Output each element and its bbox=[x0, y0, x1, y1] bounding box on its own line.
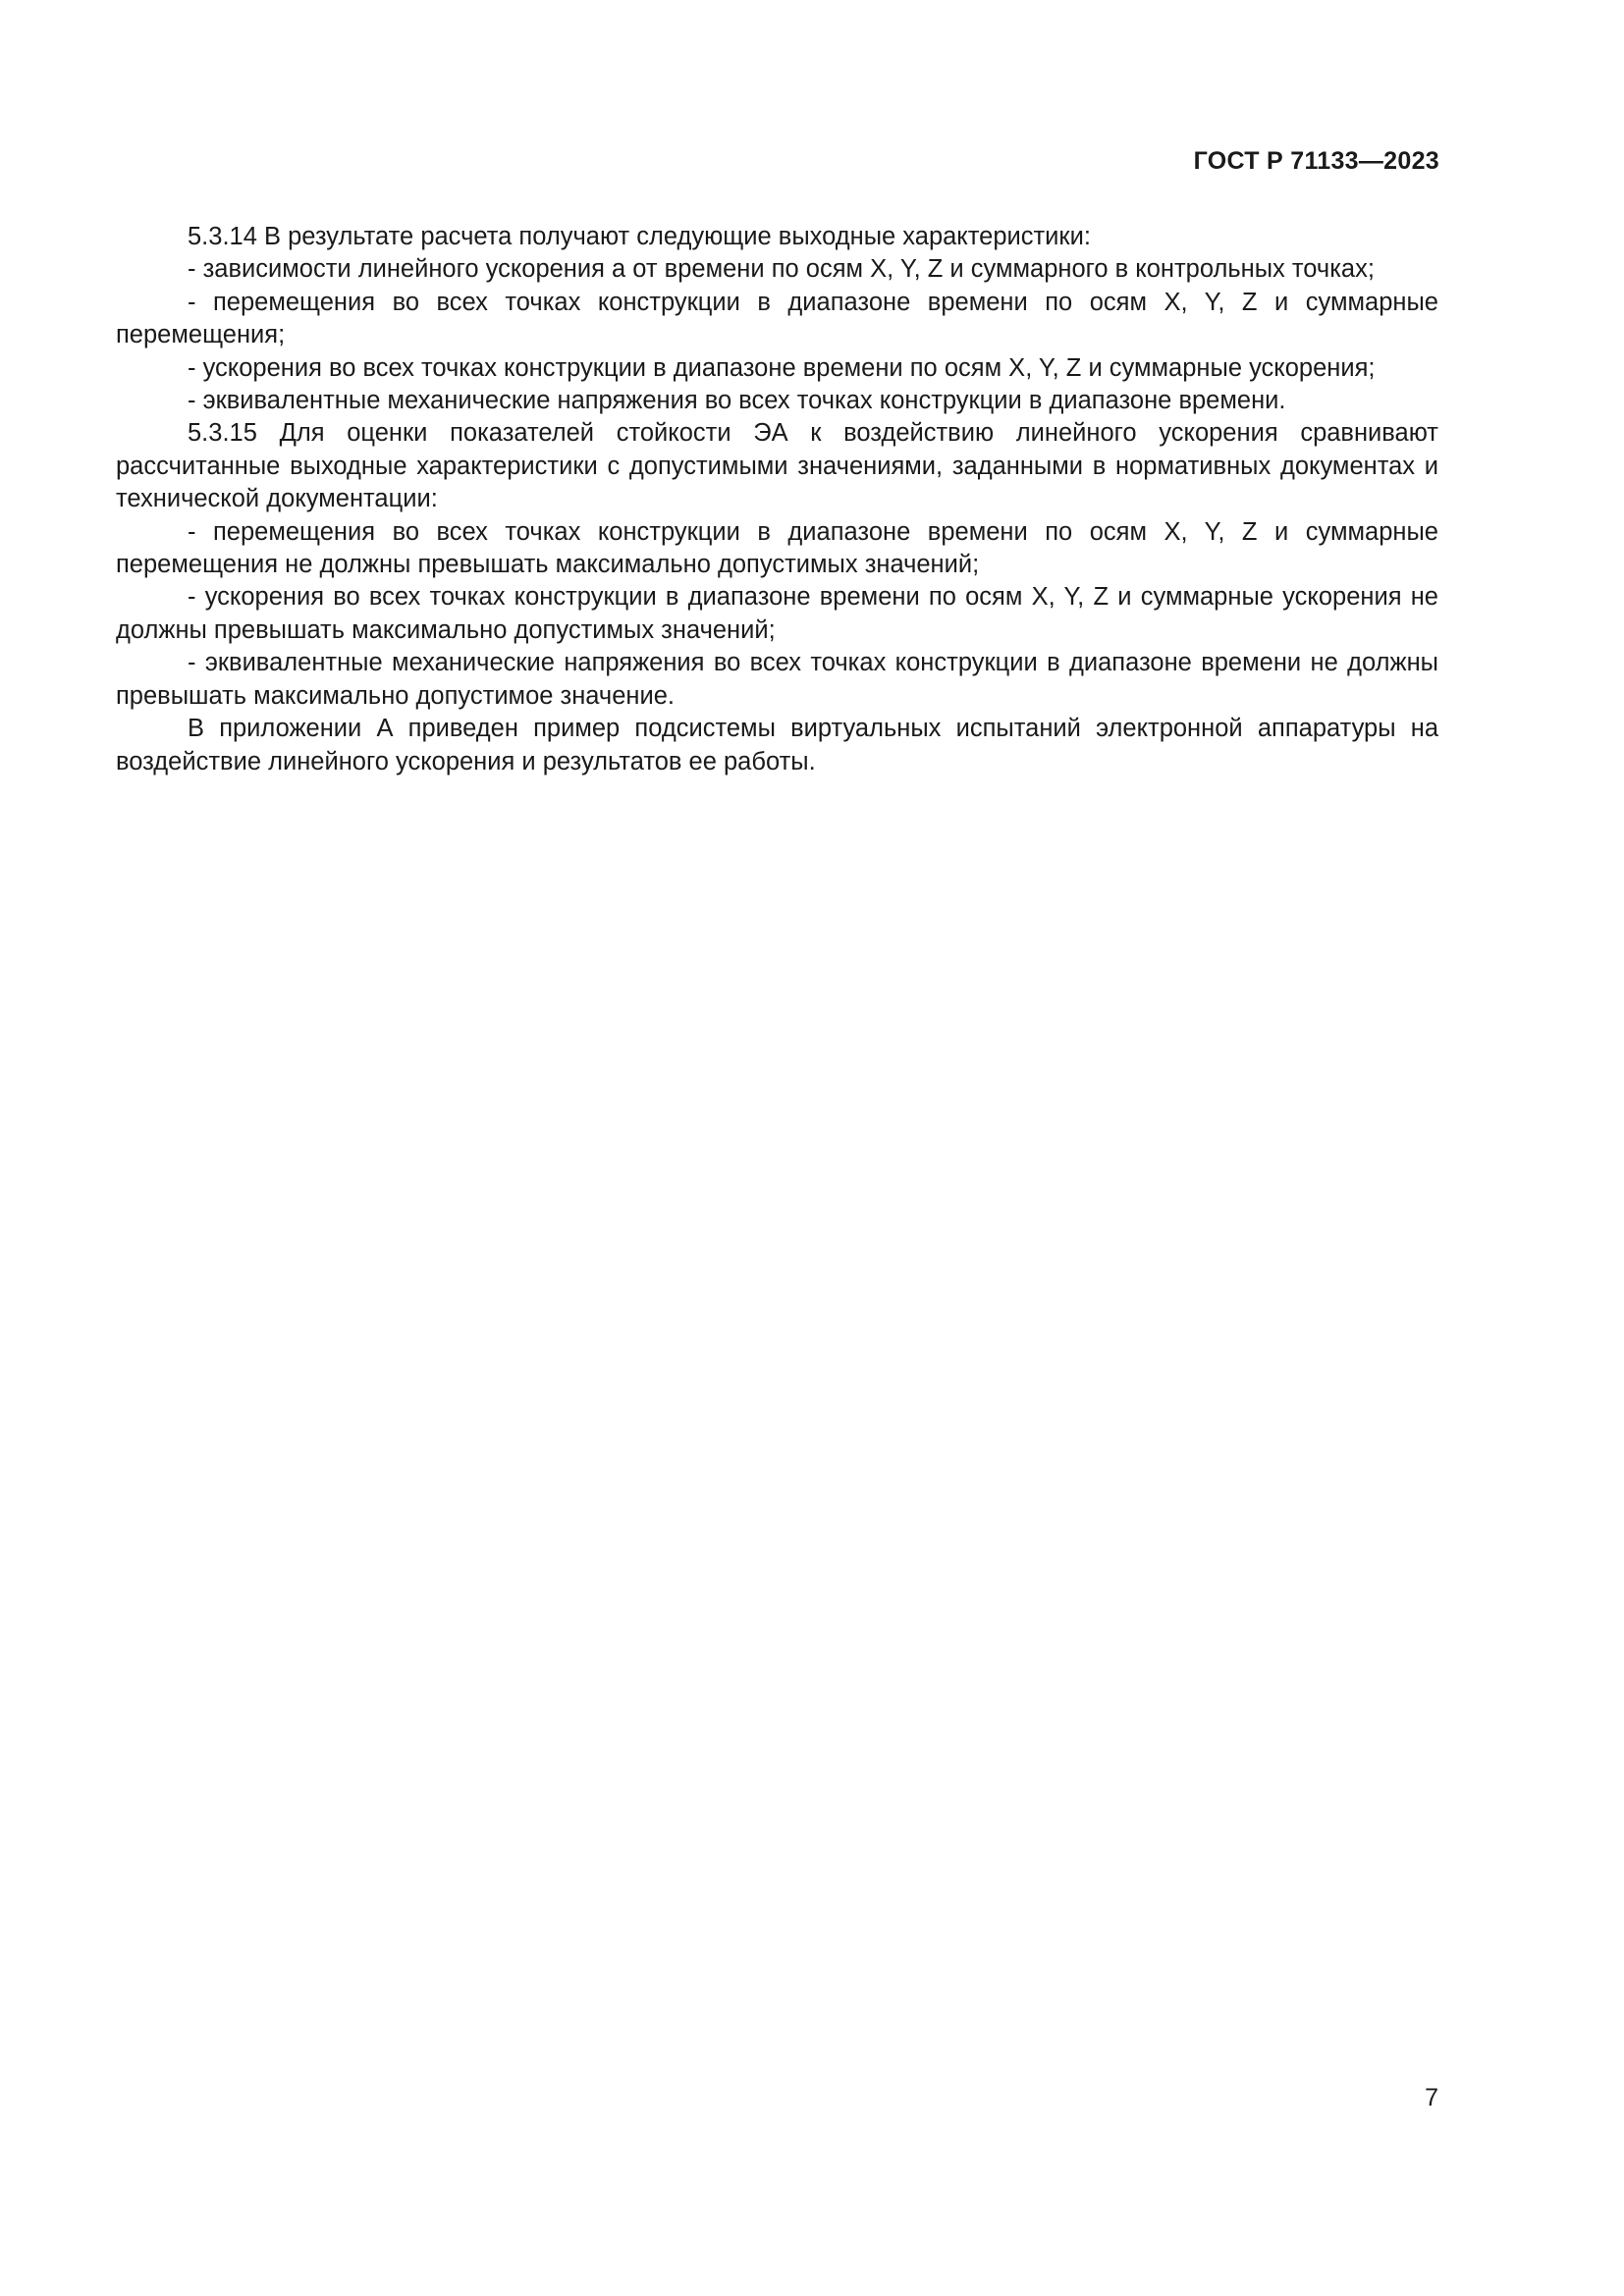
list-item-acceleration-limits: - ускорения во всех точках конструкции в диапазоне времени по осям X, Y, Z и суммарные ускорения не должны превышать максимально допустимых значений; bbox=[116, 583, 1438, 644]
list-item-displacements: - перемещения во всех точках конструкции в диапазоне времени по осям X, Y, Z и суммарные перемещения; bbox=[116, 288, 1438, 349]
list-item-stress-limits: - эквивалентные механические напряжения во всех точках конструкции в диапазоне времени не должны превышать максимально допустимое значение. bbox=[116, 649, 1438, 710]
list-item-equivalent-stresses: - эквивалентные механические напряжения во всех точках конструкции в диапазоне времени. bbox=[188, 387, 1286, 415]
list-item-displacement-limits: - перемещения во всех точках конструкции в диапазоне времени по осям X, Y, Z и суммарные перемещения не должны превышать максимально допустимых значений; bbox=[116, 517, 1438, 579]
list-item-accelerations: - ускорения во всех точках конструкции в диапазоне времени по осям X, Y, Z и суммарные ускорения; bbox=[188, 353, 1376, 382]
paragraph-5-3-15: 5.3.15 Для оценки показателей стойкости ЭА к воздействию линейного ускорения сравнивают рассчитанные выходные характеристики с допустимыми значениями, заданными в нормативных документах и технической документации: bbox=[116, 419, 1438, 513]
document-code-header: ГОСТ Р 71133—2023 bbox=[1193, 147, 1439, 175]
paragraph-appendix-reference: В приложении А приведен пример подсистемы виртуальных испытаний электронной аппаратуры на воздействие линейного ускорения и результатов ее работы. bbox=[116, 715, 1438, 775]
paragraph-5-3-14: 5.3.14 В результате расчета получают следующие выходные характеристики: bbox=[188, 223, 1091, 250]
list-item-acceleration-dependence: - зависимости линейного ускорения a от времени по осям X, Y, Z и суммарного в контрольных точках; bbox=[188, 255, 1375, 284]
document-body bbox=[116, 221, 1438, 778]
page-number: 7 bbox=[1425, 2084, 1438, 2111]
